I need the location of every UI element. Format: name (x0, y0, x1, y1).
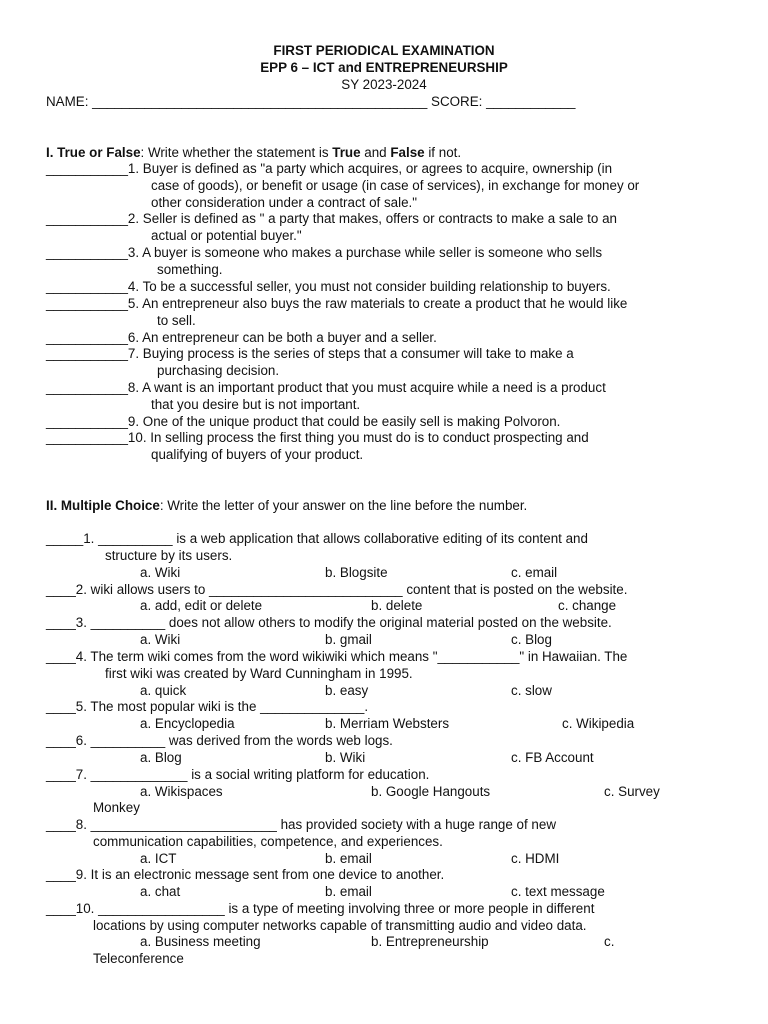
choice-b: b. Wiki (325, 750, 366, 765)
choice-a: a. Encyclopedia (140, 716, 235, 731)
choice-c: c. Survey (604, 784, 660, 799)
choice-a: a. quick (140, 683, 187, 698)
false-word: False (390, 145, 425, 160)
mc-question-5: ____5. The most popular wiki is the ______________. (46, 699, 369, 714)
choice-b: b. Blogsite (325, 565, 388, 580)
part1-heading: I. True or False (46, 145, 141, 160)
answer-blank: ___________ (46, 296, 128, 311)
choice-c: c. slow (511, 683, 552, 698)
item-text: 9. One of the unique product that could be easily sell is making Polvoron. (127, 414, 561, 429)
true-word: True (332, 145, 361, 160)
part2-instructions (46, 498, 527, 514)
choice-b: b. email (325, 851, 372, 866)
mc-question-8-cont: communication capabilities, competence, and experiences. (93, 834, 443, 849)
answer-blank: ___________ (46, 414, 128, 429)
choice-c: c. change (558, 598, 617, 613)
choice-a: a. ICT (140, 851, 177, 866)
choice-c: c. Wikipedia (562, 716, 635, 731)
tf-item-7-cont: purchasing decision. (157, 363, 280, 378)
choice-c: c. Blog (511, 632, 552, 647)
tf-item-3 (46, 245, 602, 261)
mc-question-4: ____4. The term wiki comes from the word wikiwiki which means "___________" in Hawaiian. The (46, 649, 628, 664)
mc-question-1-cont: structure by its users. (105, 548, 233, 563)
choice-c-cont: Teleconference (93, 951, 184, 966)
tf-item-4 (46, 279, 611, 295)
part2-instr: : Write the letter of your answer on the line before the number. (159, 498, 528, 513)
tf-item-1-cont: case of goods), or benefit or usage (in case of services), in exchange for money or (151, 178, 640, 193)
mc-question-3: ____3. __________ does not allow others to modify the original material posted on the website. (46, 615, 612, 630)
choice-a: a. Wiki (140, 565, 181, 580)
item-text: 8. A want is an important product that you must acquire while a need is a product (127, 380, 606, 395)
tf-item-2-cont: actual or potential buyer." (151, 228, 302, 243)
tf-item-8-cont: that you desire but is not important. (151, 397, 361, 412)
mc-question-7: ____7. _____________ is a social writing platform for education. (46, 767, 430, 782)
answer-blank: ___________ (46, 330, 128, 345)
tf-item-5 (46, 296, 627, 312)
choice-b: b. Merriam Websters (325, 716, 450, 731)
item-text: 3. A buyer is someone who makes a purchase while seller is someone who sells (127, 245, 603, 260)
choice-b: b. Entrepreneurship (371, 934, 489, 949)
choice-c: c. email (511, 565, 558, 580)
answer-blank: ___________ (46, 279, 128, 294)
choice-c: c. text message (511, 884, 605, 899)
tf-item-6 (46, 330, 437, 346)
tf-item-1 (46, 161, 612, 177)
choice-a: a. Wikispaces (140, 784, 223, 799)
part2-heading: II. Multiple Choice (46, 498, 160, 513)
choice-b: b. Google Hangouts (371, 784, 491, 799)
choice-c: c. HDMI (511, 851, 560, 866)
tf-item-1-cont: other consideration under a contract of sale." (151, 195, 418, 210)
item-text: 6. An entrepreneur can be both a buyer and a seller. (127, 330, 437, 345)
item-text: 2. Seller is defined as " a party that makes, offers or contracts to make a sale to an (127, 211, 617, 226)
choice-b: b. gmail (325, 632, 372, 647)
name-label: NAME: (46, 94, 89, 109)
answer-blank: ___________ (46, 430, 128, 445)
tf-item-5-cont: to sell. (157, 313, 196, 328)
item-text: 1. Buyer is defined as "a party which acquires, or agrees to acquire, ownership (in (127, 161, 613, 176)
mc-question-8: ____8. _________________________ has provided society with a huge range of new (46, 817, 557, 832)
item-text: 7. Buying process is the series of steps that a consumer will take to make a (127, 346, 574, 361)
score-blank: ____________ (486, 94, 576, 109)
score-label: SCORE: (431, 94, 483, 109)
mc-question-10-cont: locations by using computer networks capable of transmitting audio and video data. (93, 918, 587, 933)
mc-question-9: ____9. It is an electronic message sent from one device to another. (46, 867, 445, 882)
choice-c-cont: Monkey (93, 800, 140, 815)
part1-instr-a: : Write whether the statement is (140, 145, 333, 160)
mc-question-1: _____1. __________ is a web application that allows collaborative editing of its content and (46, 531, 588, 546)
answer-blank: ___________ (46, 161, 128, 176)
mc-question-4-cont: first wiki was created by Ward Cunningham in 1995. (105, 666, 413, 681)
mc-question-6: ____6. __________ was derived from the words web logs. (46, 733, 393, 748)
tf-item-3-cont: something. (157, 262, 223, 277)
tf-item-9 (46, 414, 560, 430)
part1-instr-c: if not. (424, 145, 462, 160)
item-text: 10. In selling process the first thing you must do is to conduct prospecting and (127, 430, 589, 445)
choice-c: c. (604, 934, 615, 949)
answer-blank: ___________ (46, 245, 128, 260)
tf-item-7 (46, 346, 574, 362)
choice-b: b. delete (371, 598, 423, 613)
choice-c: c. FB Account (511, 750, 594, 765)
tf-item-8 (46, 380, 606, 396)
mc-question-10: ____10. _________________ is a type of meeting involving three or more people in different (46, 901, 595, 916)
choice-b: b. easy (325, 683, 369, 698)
part1-instr-b: and (360, 145, 391, 160)
tf-item-2 (46, 211, 617, 227)
choice-a: a. add, edit or delete (140, 598, 263, 613)
item-text: 5. An entrepreneur also buys the raw materials to create a product that he would like (127, 296, 628, 311)
exam-title: FIRST PERIODICAL EXAMINATION (273, 43, 495, 58)
mc-question-2: ____2. wiki allows users to __________________________ content that is posted on the website. (46, 582, 628, 597)
tf-item-10-cont: qualifying of buyers of your product. (151, 447, 364, 462)
choice-a: a. chat (140, 884, 181, 899)
answer-blank: ___________ (46, 211, 128, 226)
school-year: SY 2023-2024 (341, 77, 427, 92)
part1-instructions (46, 145, 461, 161)
name-blank: _____________________________________________ (92, 94, 428, 109)
exam-subject: EPP 6 – ICT and ENTREPRENEURSHIP (260, 60, 508, 75)
name-score-line (46, 94, 575, 110)
choice-b: b. email (325, 884, 372, 899)
tf-item-10 (46, 430, 589, 446)
answer-blank: ___________ (46, 346, 128, 361)
choice-a: a. Blog (140, 750, 182, 765)
item-text: 4. To be a successful seller, you must not consider building relationship to buyers. (127, 279, 611, 294)
choice-a: a. Wiki (140, 632, 181, 647)
answer-blank: ___________ (46, 380, 128, 395)
choice-a: a. Business meeting (140, 934, 261, 949)
